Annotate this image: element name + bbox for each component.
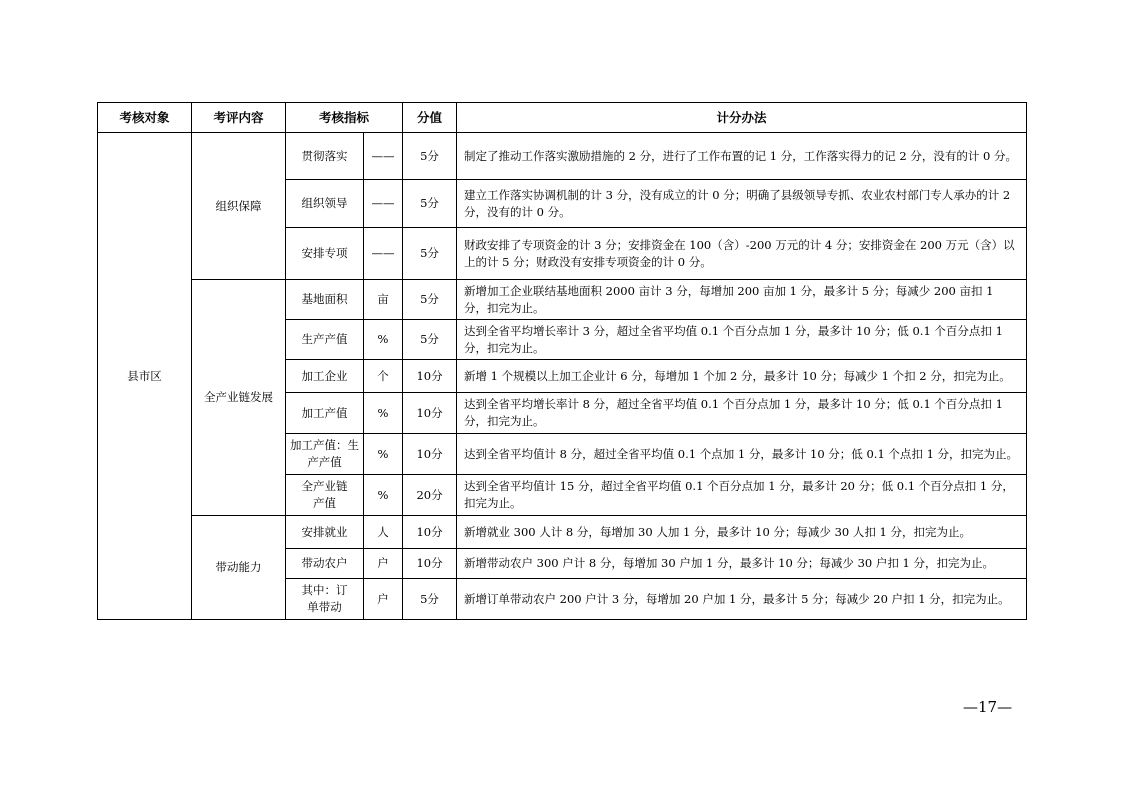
indicator-cell: 组织领导 — [286, 180, 364, 228]
method-cell: 新增就业 300 人计 8 分，每增加 30 人加 1 分，最多计 10 分；每减少 30 人扣 1 分，扣完为止。 — [457, 516, 1027, 549]
method-cell: 新增加工企业联结基地面积 2000 亩计 3 分，每增加 200 亩加 1 分，最多计 5 分；每减少 200 亩扣 1 分，扣完为止。 — [457, 280, 1027, 320]
target-cell: 县市区 — [98, 133, 192, 620]
method-cell: 新增带动农户 300 户计 8 分，每增加 30 户加 1 分，最多计 10 分；每减少 30 户扣 1 分，扣完为止。 — [457, 549, 1027, 579]
method-cell: 财政安排了专项资金的计 3 分；安排资金在 100（含）-200 万元的计 4 分；安排资金在 200 万元（含）以上的计 5 分；财政没有安排专项资金的计 0 分。 — [457, 228, 1027, 280]
assessment-table — [97, 102, 1027, 620]
score-cell: 10分 — [403, 549, 457, 579]
indicator-cell: 基地面积 — [286, 280, 364, 320]
indicator-cell: 生产产值 — [286, 320, 364, 360]
score-cell: 5分 — [403, 579, 457, 620]
indicator-cell: 加工企业 — [286, 360, 364, 393]
score-cell: 10分 — [403, 516, 457, 549]
score-cell: 20分 — [403, 475, 457, 516]
header-method: 计分办法 — [457, 103, 1027, 133]
method-cell: 新增 1 个规模以上加工企业计 6 分，每增加 1 个加 2 分，最多计 10 分；每减少 1 个扣 2 分，扣完为止。 — [457, 360, 1027, 393]
table-row — [98, 516, 1027, 549]
category-cell: 组织保障 — [192, 133, 286, 280]
unit-cell: 个 — [364, 360, 403, 393]
score-cell: 5分 — [403, 280, 457, 320]
score-cell: 10分 — [403, 393, 457, 434]
method-cell: 达到全省平均值计 15 分，超过全省平均值 0.1 个百分点加 1 分，最多计 20 分；低 0.1 个百分点扣 1 分，扣完为止。 — [457, 475, 1027, 516]
header-indicator: 考核指标 — [286, 103, 403, 133]
method-cell: 达到全省平均增长率计 8 分，超过全省平均值 0.1 个百分点加 1 分，最多计 10 分；低 0.1 个百分点扣 1 分，扣完为止。 — [457, 393, 1027, 434]
unit-cell: 户 — [364, 549, 403, 579]
score-cell: 10分 — [403, 434, 457, 475]
category-cell: 带动能力 — [192, 516, 286, 620]
unit-cell: —— — [364, 180, 403, 228]
table-row — [98, 280, 1027, 320]
indicator-cell: 加工产值：生产产值 — [286, 434, 364, 475]
unit-cell: % — [364, 393, 403, 434]
score-cell: 5分 — [403, 320, 457, 360]
score-cell: 5分 — [403, 133, 457, 180]
header-score: 分值 — [403, 103, 457, 133]
indicator-cell: 加工产值 — [286, 393, 364, 434]
indicator-cell: 贯彻落实 — [286, 133, 364, 180]
indicator-cell: 带动农户 — [286, 549, 364, 579]
method-cell: 新增订单带动农户 200 户计 3 分，每增加 20 户加 1 分，最多计 5 分；每减少 20 户扣 1 分，扣完为止。 — [457, 579, 1027, 620]
score-cell: 5分 — [403, 228, 457, 280]
method-cell: 达到全省平均增长率计 3 分，超过全省平均值 0.1 个百分点加 1 分，最多计 10 分；低 0.1 个百分点扣 1 分，扣完为止。 — [457, 320, 1027, 360]
unit-cell: —— — [364, 228, 403, 280]
unit-cell: 人 — [364, 516, 403, 549]
unit-cell: 亩 — [364, 280, 403, 320]
header-content: 考评内容 — [192, 103, 286, 133]
table-row — [98, 133, 1027, 180]
unit-cell: % — [364, 320, 403, 360]
unit-cell: —— — [364, 133, 403, 180]
indicator-cell: 全产业链产值 — [286, 475, 364, 516]
unit-cell: % — [364, 434, 403, 475]
method-cell: 制定了推动工作落实激励措施的 2 分，进行了工作布置的记 1 分，工作落实得力的记 2 分，没有的计 0 分。 — [457, 133, 1027, 180]
method-cell: 建立工作落实协调机制的计 3 分，没有成立的计 0 分；明确了县级领导专抓、农业农村部门专人承办的计 2 分，没有的计 0 分。 — [457, 180, 1027, 228]
indicator-cell: 安排就业 — [286, 516, 364, 549]
unit-cell: % — [364, 475, 403, 516]
header-row — [98, 103, 1027, 133]
method-cell: 达到全省平均值计 8 分，超过全省平均值 0.1 个点加 1 分，最多计 10 分；低 0.1 个点扣 1 分，扣完为止。 — [457, 434, 1027, 475]
score-cell: 10分 — [403, 360, 457, 393]
unit-cell: 户 — [364, 579, 403, 620]
indicator-cell: 安排专项 — [286, 228, 364, 280]
category-cell: 全产业链发展 — [192, 280, 286, 516]
header-target: 考核对象 — [98, 103, 192, 133]
page-number: —17— — [963, 698, 1013, 716]
score-cell: 5分 — [403, 180, 457, 228]
indicator-cell: 其中：订单带动 — [286, 579, 364, 620]
